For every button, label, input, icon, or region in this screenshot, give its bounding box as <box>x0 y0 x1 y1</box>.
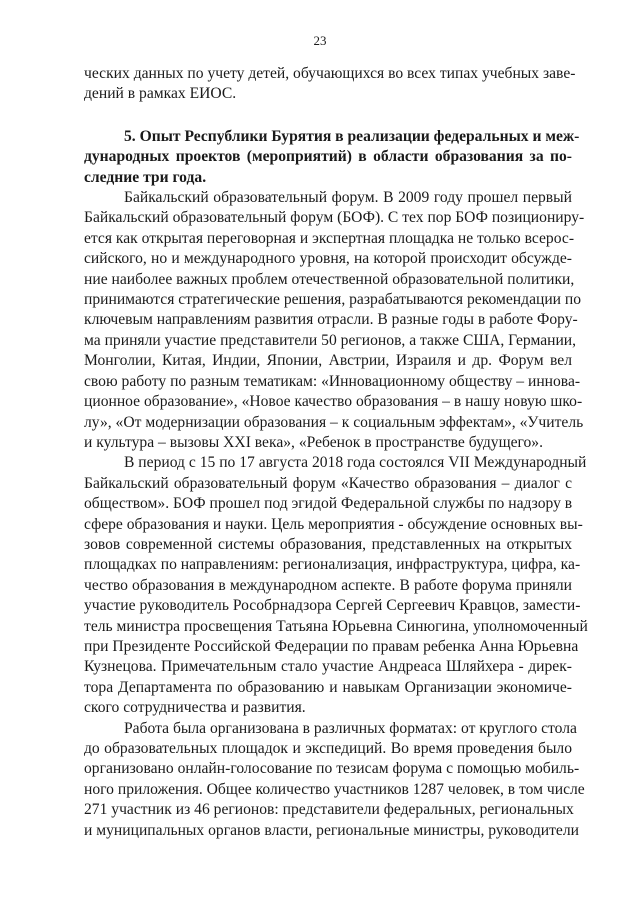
text-line: организовано онлайн-голосование по тезисам форума с помощью мобиль- <box>84 760 580 778</box>
section-heading <box>84 127 580 188</box>
text-line: сфере образования и науки. Цель мероприятия - обсуждение основных вы- <box>84 515 583 533</box>
text-line: свою работу по разным тематикам: «Инновационному обществу – иннова- <box>84 372 581 390</box>
text-line: Байкальский образовательный форум «Качество образования – диалог с <box>84 474 572 492</box>
text-line: Работа была организована в различных форматах: от круглого стола <box>124 719 577 737</box>
text-line: лу», «От модернизации образования – к социальным эффектам», «Учитель <box>84 413 584 431</box>
text-line: ского сотрудничества и развития. <box>84 699 306 717</box>
text-line: ма приняли участие представители 50 регионов, а также США, Германии, <box>84 331 577 349</box>
text-line: ческих данных по учету детей, обучающихся во всех типах учебных заве- <box>84 65 576 82</box>
text-line: и культура – вызовы XXI века», «Ребенок в пространстве будущего». <box>84 433 544 451</box>
heading-line: дународных проектов (мероприятий) в области образования за по- <box>84 148 572 166</box>
heading-line: 5. Опыт Республики Бурятия в реализации федеральных и меж- <box>124 127 580 145</box>
text-line: тора Департамента по образованию и навыкам Организации экономиче- <box>84 678 572 696</box>
page-text <box>84 64 588 841</box>
text-line: чество образования в международном аспекте. В работе форума приняли <box>84 576 572 594</box>
text-line: сийского, но и международного уровня, на которой происходит обсужде- <box>84 250 572 268</box>
text-line: обществом». БОФ прошел под эгидой Федеральной службы по надзору в <box>84 495 573 513</box>
text-line: и муниципальных органов власти, региональные министры, руководители <box>84 821 579 839</box>
text-line: В период с 15 по 17 августа 2018 года состоялся VII Международный <box>124 454 587 472</box>
text-line: тель министра просвещения Татьяна Юрьевна Синюгина, уполномоченный <box>84 617 588 635</box>
text-line: при Президенте Российской Федерации по правам ребенка Анна Юрьевна <box>84 637 579 655</box>
text-line: ние наиболее важных проблем отечественной образовательной политики, <box>84 270 575 288</box>
text-line: дений в рамках ЕИОС. <box>84 85 237 103</box>
text-line: принимаются стратегические решения, разрабатываются рекомендации по <box>84 291 582 309</box>
text-line: зовов современной системы образования, представленных на открытых <box>84 535 572 553</box>
page-number: 23 <box>313 33 327 48</box>
paragraph-forum-2018 <box>84 453 588 718</box>
text-line: Байкальский образовательный форум (БОФ). С тех пор БОФ позициониру- <box>84 209 585 227</box>
text-line: Монголии, Китая, Индии, Японии, Австрии, Израиля и др. Форум вел <box>84 352 572 370</box>
text-line: до образовательных площадок и экспедиций. Во время проведения было <box>84 740 572 757</box>
text-line: площадках по направлениям: регионализация, инфраструктура, цифра, ка- <box>84 556 581 574</box>
paragraph-forum-formats <box>84 719 585 841</box>
paragraph-forum-history <box>84 188 585 453</box>
text-line: ционное образование», «Новое качество образования – в нашу новую шко- <box>84 393 583 411</box>
text-line: Байкальский образовательный форум. В 2009 году прошел первый <box>124 189 572 207</box>
text-line: Кузнецова. Примечательным стало участие Андреаса Шляйхера - дирек- <box>84 658 572 676</box>
intro-paragraph <box>84 64 576 105</box>
text-line: ется как открытая переговорная и экспертная площадка не только всерос- <box>84 229 575 247</box>
heading-line: следние три года. <box>84 168 207 186</box>
text-line: 271 участник из 46 регионов: представители федеральных, региональных <box>84 801 574 819</box>
text-line: участие руководитель Рособрнадзора Сергей Сергеевич Кравцов, замести- <box>84 597 581 615</box>
text-line: ключевым направлениям развития отрасли. В разные годы в работе Фору- <box>84 311 578 329</box>
text-line: ного приложения. Общее количество участников 1287 человек, в том числе <box>84 780 585 798</box>
